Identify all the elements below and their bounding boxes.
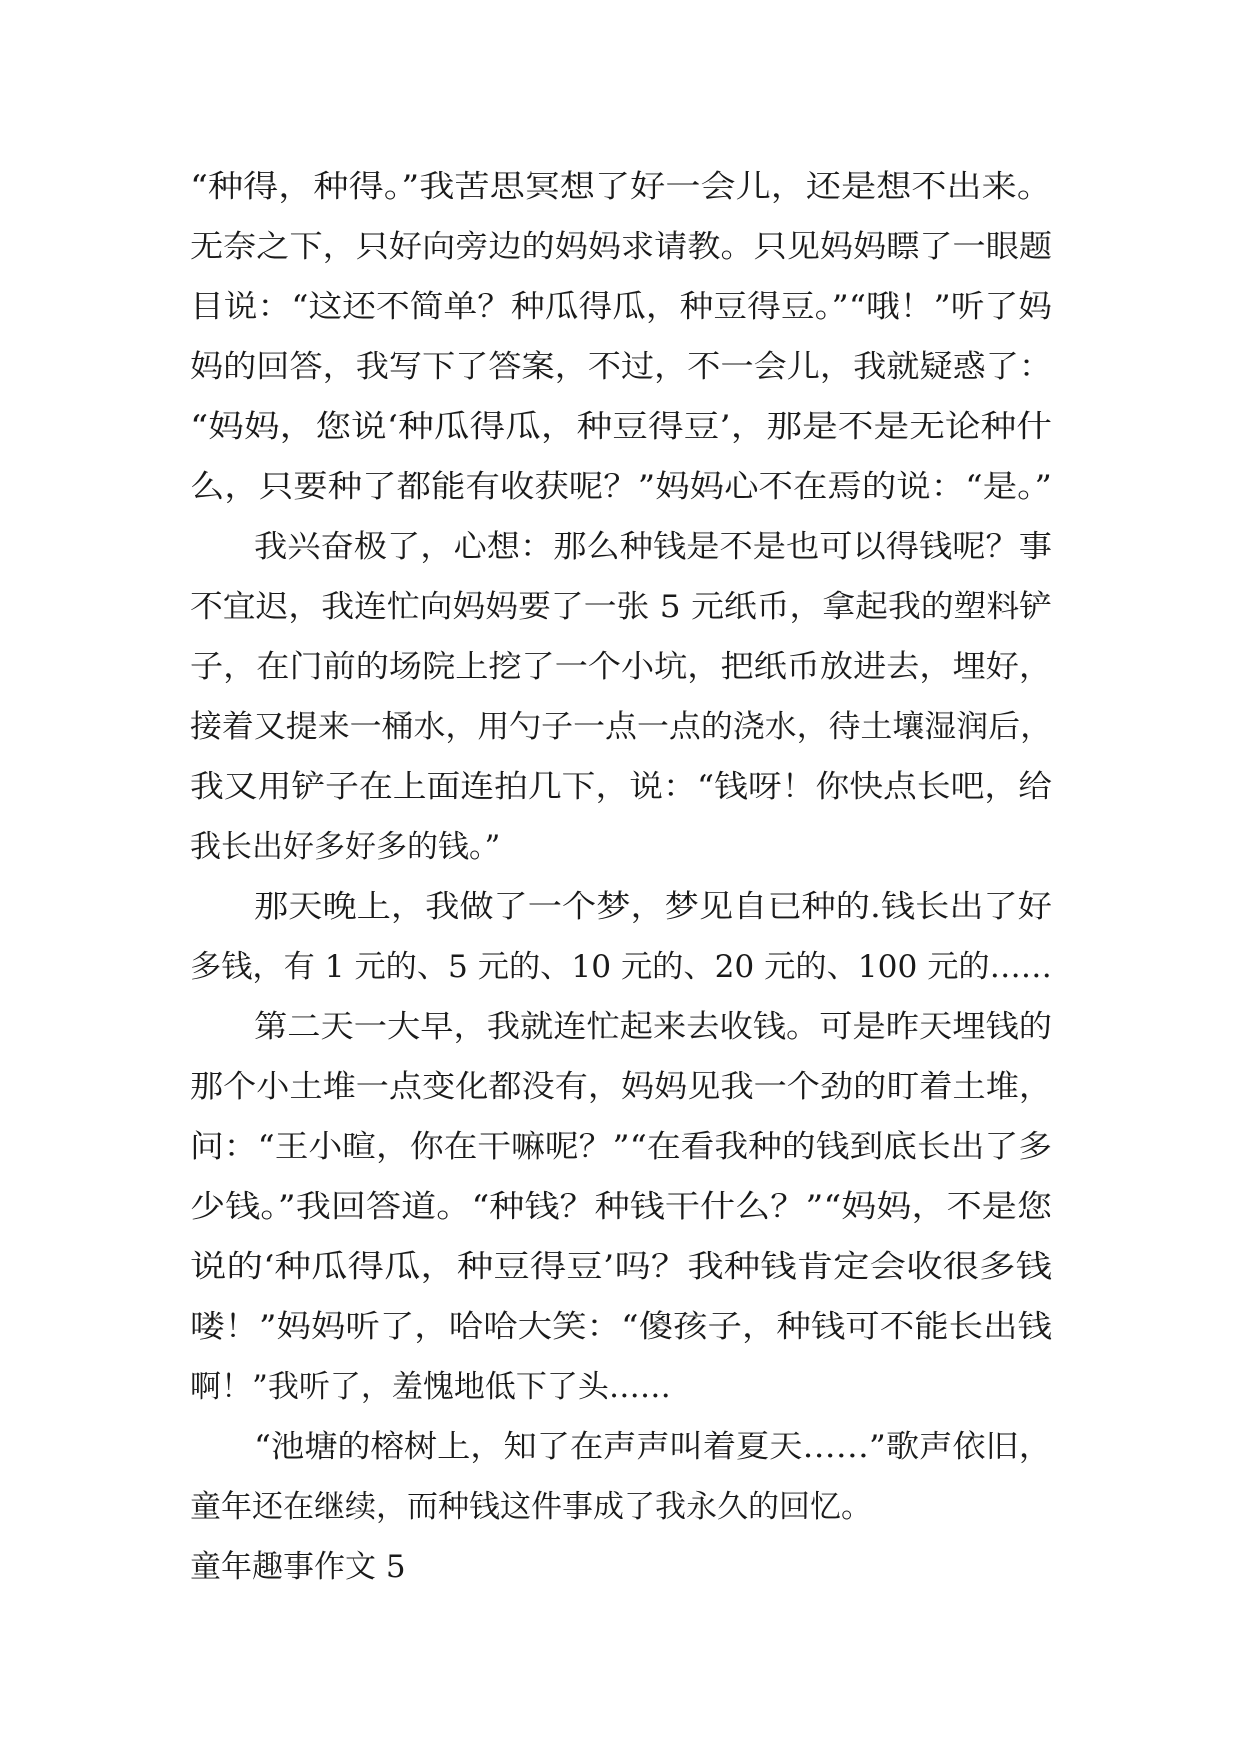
paragraph-first-line: 第二天一大早，我就连忙起来去收钱。可是昨天埋钱的 — [254, 1009, 1052, 1045]
paragraph-first-line: 那天晚上，我做了一个梦，梦见自已种的.钱长出了好 — [254, 889, 1052, 925]
text-line: 多钱，有 1 元的、5 元的、10 元的、20 元的、100 元的…… — [190, 949, 1052, 985]
text-line: 子，在门前的场院上挖了一个小坑，把纸币放进去，埋好， — [190, 649, 1052, 685]
text-line: 喽！”妈妈听了，哈哈大笑：“傻孩子，种钱可不能长出钱 — [190, 1309, 1052, 1345]
text-line: 接着又提来一桶水，用勺子一点一点的浇水，待土壤湿润后， — [190, 709, 1052, 745]
text-line: 我长出好多好多的钱。” — [190, 829, 501, 865]
text-line: 啊！”我听了，羞愧地低下了头…… — [190, 1369, 671, 1405]
text-line: 妈的回答，我写下了答案，不过，不一会儿，我就疑惑了： — [190, 349, 1052, 385]
text-line: “妈妈，您说‘种瓜得瓜，种豆得豆’，那是不是无论种什 — [190, 409, 1052, 445]
text-line: 童年还在继续，而种钱这件事成了我永久的回忆。 — [190, 1489, 872, 1525]
text-line: 我又用铲子在上面连拍几下，说：“钱呀！你快点长吧，给 — [190, 769, 1052, 805]
paragraph-first-line: 我兴奋极了，心想：那么种钱是不是也可以得钱呢？事 — [254, 529, 1052, 565]
text-line: 目说：“这还不简单？种瓜得瓜，种豆得豆。”“哦！”听了妈 — [190, 289, 1052, 325]
text-line: “种得，种得。”我苦思冥想了好一会儿，还是想不出来。 — [190, 169, 1052, 205]
text-line: 那个小土堆一点变化都没有，妈妈见我一个劲的盯着土堆， — [190, 1069, 1052, 1105]
section-heading: 童年趣事作文 5 — [190, 1549, 406, 1585]
text-line: 不宜迟，我连忙向妈妈要了一张 5 元纸币，拿起我的塑料铲 — [190, 589, 1052, 625]
text-line: 无奈之下，只好向旁边的妈妈求请教。只见妈妈瞟了一眼题 — [190, 229, 1052, 265]
text-line: 少钱。”我回答道。“种钱？种钱干什么？”“妈妈，不是您 — [190, 1189, 1052, 1225]
text-line: 么，只要种了都能有收获呢？”妈妈心不在焉的说：“是。” — [190, 469, 1052, 505]
text-line: 问：“王小暄，你在干嘛呢？”“在看我种的钱到底长出了多 — [190, 1129, 1052, 1165]
text-line: 说的‘种瓜得瓜，种豆得豆’吗？我种钱肯定会收很多钱 — [190, 1249, 1052, 1285]
paragraph-first-line: “池塘的榕树上，知了在声声叫着夏天……”歌声依旧， — [254, 1429, 1052, 1465]
